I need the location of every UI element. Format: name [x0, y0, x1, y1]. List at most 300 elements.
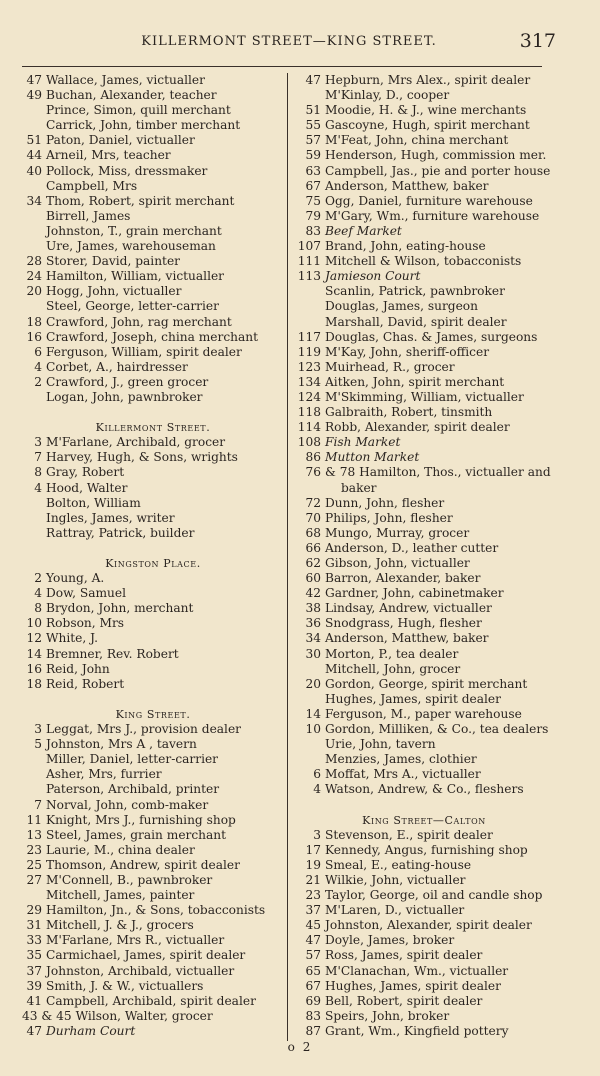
entry-text: Mitchell & Wilson, tobacconists	[325, 254, 522, 269]
directory-entry	[22, 118, 284, 133]
house-number: 33	[26, 933, 42, 948]
house-number	[22, 239, 42, 254]
entry-text: Brand, John, eating-house	[325, 239, 486, 254]
entry-text: Durham Court	[46, 1023, 136, 1038]
entry-text: Norval, John, comb-maker	[46, 797, 209, 812]
directory-entry	[293, 330, 555, 345]
house-number: 47	[305, 73, 321, 87]
house-number	[22, 782, 42, 797]
house-number: 63	[305, 163, 321, 178]
directory-entry	[22, 481, 284, 496]
house-number: 20	[305, 676, 321, 691]
entry-text: Robb, Alexander, spirit dealer	[325, 420, 510, 435]
directory-entry	[293, 722, 555, 737]
directory-entry	[293, 541, 555, 556]
house-number: 2	[34, 571, 42, 586]
directory-entry	[293, 571, 555, 586]
directory-entry	[293, 375, 555, 390]
house-number	[293, 692, 321, 707]
directory-entry	[22, 224, 284, 239]
entry-text: Reid, John	[46, 661, 110, 676]
entry-text: Ferguson, M., paper warehouse	[325, 706, 522, 721]
entry-text: Ingles, James, writer	[46, 510, 175, 525]
entry-text: Galbraith, Robert, tinsmith	[325, 405, 493, 420]
directory-entry	[22, 616, 284, 631]
directory-entry	[293, 964, 555, 979]
spacer	[22, 541, 284, 556]
directory-entry	[293, 903, 555, 918]
house-number: 4	[34, 586, 42, 601]
column-divider	[287, 73, 288, 1041]
directory-entry	[293, 511, 555, 526]
directory-entry	[293, 148, 555, 163]
directory-entry	[293, 767, 555, 782]
header-rule	[22, 66, 542, 67]
directory-entry	[293, 586, 555, 601]
house-number: 60	[305, 571, 321, 586]
directory-entry	[293, 1024, 555, 1039]
house-number: 3	[34, 722, 42, 737]
house-number: 14	[26, 646, 42, 661]
entry-text: Pollock, Miss, dressmaker	[46, 163, 208, 178]
house-number	[22, 511, 42, 526]
directory-entry	[293, 556, 555, 571]
entry-text: Bremner, Rev. Robert	[46, 646, 179, 661]
house-number: 68	[305, 525, 321, 540]
house-number	[22, 526, 42, 541]
directory-entry	[293, 616, 555, 631]
directory-entry	[22, 526, 284, 541]
signature-mark: o 2	[287, 1040, 313, 1054]
house-number: 108	[297, 435, 321, 450]
house-number: 31	[26, 918, 42, 933]
house-number: 76	[305, 465, 321, 480]
entry-text: Philips, John, flesher	[325, 510, 453, 525]
entry-text: Paton, Daniel, victualler	[46, 133, 195, 148]
house-number: 79	[305, 208, 321, 223]
house-number: 4	[313, 782, 321, 797]
entry-text: Wallace, James, victualler	[46, 73, 205, 87]
entry-text: Moffat, Mrs A., victualler	[325, 767, 481, 782]
directory-entry	[293, 450, 555, 465]
directory-entry	[22, 1009, 284, 1024]
house-number: 113	[297, 269, 321, 284]
directory-entry	[293, 496, 555, 511]
directory-entry	[293, 284, 555, 299]
directory-entry	[293, 1009, 555, 1024]
directory-entry	[293, 601, 555, 616]
house-number: 4	[34, 359, 42, 374]
entry-text: Johnston, T., grain merchant	[46, 223, 222, 238]
directory-entry	[293, 526, 555, 541]
entry-text: Johnston, Archibald, victualler	[46, 963, 235, 978]
directory-entry	[293, 888, 555, 903]
directory-entry	[22, 179, 284, 194]
house-number: 24	[26, 269, 42, 284]
directory-entry	[22, 284, 284, 299]
house-number: 8	[34, 465, 42, 480]
street-heading: Kingston Place.	[105, 557, 201, 570]
house-number: 38	[305, 601, 321, 616]
house-number: 41	[26, 993, 42, 1008]
house-number: 51	[26, 133, 42, 148]
house-number: 67	[305, 178, 321, 193]
entry-text: M'Skimming, William, victualler	[325, 389, 524, 404]
directory-entry	[293, 828, 555, 843]
directory-entry	[22, 511, 284, 526]
entry-text: M'Kay, John, sheriff-officer	[325, 344, 490, 359]
entry-text: M'Gary, Wm., furniture warehouse	[325, 208, 540, 223]
entry-text: Hughes, James, spirit dealer	[325, 978, 501, 993]
street-heading: Killermont Street.	[95, 421, 211, 435]
entry-text: Barron, Alexander, baker	[325, 571, 481, 586]
entry-text: Hamilton, William, victualler	[46, 269, 225, 284]
directory-entry	[22, 752, 284, 767]
house-number	[22, 179, 42, 194]
house-number: 29	[26, 903, 42, 918]
entry-text: Ross, James, spirit dealer	[325, 948, 483, 963]
directory-entry	[22, 948, 284, 963]
directory-entry	[293, 843, 555, 858]
directory-entry	[293, 677, 555, 692]
house-number: 72	[305, 495, 321, 510]
directory-entry	[22, 390, 284, 405]
street-heading: King Street.	[115, 707, 191, 721]
entry-text: Fish Market	[325, 435, 401, 450]
entry-text: Marshall, David, spirit dealer	[325, 314, 507, 329]
entry-text: Steel, James, grain merchant	[46, 827, 227, 842]
directory-entry	[22, 345, 284, 360]
house-number: 5	[34, 737, 42, 752]
directory-entry	[22, 843, 284, 858]
house-number: 111	[297, 254, 321, 269]
directory-entry	[22, 631, 284, 646]
house-number: 34	[305, 631, 321, 646]
entry-text: Steel, George, letter-carrier	[46, 299, 219, 314]
directory-entry	[22, 88, 284, 103]
directory-entry	[293, 933, 555, 948]
entry-text: Miller, Daniel, letter-carrier	[46, 752, 219, 767]
entry-text: Carrick, John, timber merchant	[46, 118, 241, 133]
house-number: 2	[34, 374, 42, 389]
directory-entry	[22, 209, 284, 224]
entry-text: Campbell, Archibald, spirit dealer	[46, 993, 256, 1008]
house-number: 28	[26, 254, 42, 269]
house-number: 42	[305, 586, 321, 601]
entry-text: Crawford, J., green grocer	[46, 374, 209, 389]
directory-entry	[293, 631, 555, 646]
house-number: 12	[26, 631, 42, 646]
directory-entry	[293, 692, 555, 707]
entry-text: Mitchell, John, grocer	[325, 661, 461, 676]
directory-entry	[293, 979, 555, 994]
entry-text: Knight, Mrs J., furnishing shop	[46, 812, 236, 827]
house-number: 44	[26, 148, 42, 163]
entry-text: Bolton, William	[46, 495, 141, 510]
directory-entry	[293, 782, 555, 797]
house-number: 39	[26, 978, 42, 993]
house-number	[22, 224, 42, 239]
directory-entry	[293, 873, 555, 888]
entry-text: Paterson, Archibald, printer	[46, 782, 220, 797]
entry-text: Aitken, John, spirit merchant	[325, 374, 505, 389]
directory-entry	[22, 299, 284, 314]
directory-entry	[293, 315, 555, 330]
entry-text: Hughes, James, spirit dealer	[325, 691, 501, 706]
house-number: 4	[34, 480, 42, 495]
directory-entry	[293, 994, 555, 1009]
entry-text: Hamilton, Jn., & Sons, tobacconists	[46, 903, 266, 918]
entry-text: Asher, Mrs, furrier	[46, 767, 162, 782]
house-number: 49	[26, 88, 42, 103]
house-number: 123	[297, 359, 321, 374]
directory-entry	[293, 209, 555, 224]
directory-entry	[22, 73, 284, 88]
house-number: 117	[297, 329, 321, 344]
house-number: 107	[297, 239, 321, 254]
entry-text: White, J.	[46, 631, 98, 646]
directory-entry	[22, 994, 284, 1009]
entry-text: Urie, John, tavern	[325, 737, 436, 752]
directory-entry	[22, 435, 284, 450]
entry-text: Hepburn, Mrs Alex., spirit dealer	[325, 73, 531, 87]
house-number: 34	[26, 193, 42, 208]
house-number	[293, 737, 321, 752]
entry-text: Ogg, Daniel, furniture warehouse	[325, 193, 533, 208]
entry-text: M'Farlane, Mrs R., victualler	[46, 933, 225, 948]
entry-text: Speirs, John, broker	[325, 1008, 450, 1023]
directory-entry	[293, 752, 555, 767]
entry-text: Dunn, John, flesher	[325, 495, 445, 510]
directory-entry	[22, 888, 284, 903]
directory-entry	[22, 239, 284, 254]
house-number	[22, 767, 42, 782]
house-number: 16	[26, 661, 42, 676]
entry-text: baker	[341, 480, 377, 495]
directory-entry	[293, 239, 555, 254]
directory-entry	[293, 481, 555, 496]
entry-text: Buchan, Alexander, teacher	[46, 88, 217, 103]
directory-entry	[22, 767, 284, 782]
directory-entry	[22, 586, 284, 601]
directory-entry	[22, 918, 284, 933]
house-number: 6	[34, 344, 42, 359]
entry-text: Ure, James, warehouseman	[46, 239, 216, 254]
entry-text: Smith, J. & W., victuallers	[46, 978, 204, 993]
house-number: 20	[26, 284, 42, 299]
entry-text: M'Clanachan, Wm., victualler	[325, 963, 509, 978]
directory-entry	[22, 571, 284, 586]
entry-text: Moodie, H. & J., wine merchants	[325, 103, 527, 118]
house-number: 55	[305, 118, 321, 133]
directory-entry	[293, 224, 555, 239]
house-number: 118	[297, 405, 321, 420]
entry-text: Thom, Robert, spirit merchant	[46, 193, 235, 208]
directory-entry	[22, 873, 284, 888]
directory-entry	[293, 194, 555, 209]
house-number: 7	[34, 797, 42, 812]
house-number	[22, 752, 42, 767]
entry-text: Robson, Mrs	[46, 616, 125, 631]
directory-entry	[22, 979, 284, 994]
directory-entry	[22, 194, 284, 209]
entry-text: Crawford, John, rag merchant	[46, 314, 232, 329]
directory-entry	[293, 737, 555, 752]
house-number: 62	[305, 556, 321, 570]
entry-text: Gray, Robert	[46, 465, 125, 480]
house-number: 83	[305, 223, 321, 238]
spacer	[22, 405, 284, 420]
entry-text: Stevenson, E., spirit dealer	[325, 827, 493, 842]
directory-entry	[22, 450, 284, 465]
house-number: 35	[26, 948, 42, 963]
directory-entry	[293, 918, 555, 933]
house-number: 30	[305, 646, 321, 661]
house-number: 18	[26, 676, 42, 691]
directory-entry	[22, 813, 284, 828]
entry-text: Johnston, Alexander, spirit dealer	[325, 918, 532, 933]
directory-entry	[293, 435, 555, 450]
house-number: 21	[305, 872, 321, 887]
directory-entry	[22, 782, 284, 797]
entry-text: Storer, David, painter	[46, 254, 180, 269]
left-column	[22, 73, 284, 1039]
entry-text: Wilkie, John, victualler	[325, 872, 466, 887]
entry-text: Anderson, Matthew, baker	[325, 178, 489, 193]
directory-entry	[293, 88, 555, 103]
directory-entry	[22, 722, 284, 737]
entry-text: Lindsay, Andrew, victualler	[325, 601, 492, 616]
house-number: 37	[26, 963, 42, 978]
directory-entry	[293, 118, 555, 133]
house-number: 13	[26, 827, 42, 842]
entry-text: Henderson, Hugh, commission mer.	[325, 148, 547, 163]
house-number: 23	[26, 842, 42, 857]
house-number: 75	[305, 193, 321, 208]
directory-entry	[293, 647, 555, 662]
house-number: 17	[305, 842, 321, 857]
directory-entry	[293, 254, 555, 269]
directory-entry	[293, 73, 555, 88]
entry-text: Mungo, Murray, grocer	[325, 525, 470, 540]
house-number: 57	[305, 948, 321, 963]
house-number	[293, 88, 321, 103]
entry-text: Arneil, Mrs, teacher	[46, 148, 171, 163]
entry-text: Gordon, George, spirit merchant	[325, 676, 528, 691]
entry-text: Mitchell, James, painter	[46, 888, 195, 903]
house-number	[22, 299, 42, 314]
entry-text: Doyle, James, broker	[325, 933, 455, 948]
directory-entry	[22, 1024, 284, 1039]
entry-text: Prince, Simon, quill merchant	[46, 103, 231, 118]
directory-entry	[22, 647, 284, 662]
house-number	[293, 481, 321, 496]
entry-text: M'Connell, B., pawnbroker	[46, 872, 213, 887]
entry-text: Anderson, Matthew, baker	[325, 631, 489, 646]
house-number: 43 & 45	[22, 1008, 72, 1023]
entry-text: Mutton Market	[325, 450, 420, 465]
house-number	[293, 315, 321, 330]
house-number: 36	[305, 616, 321, 631]
house-number	[293, 284, 321, 299]
entry-text: Gardner, John, cabinetmaker	[325, 586, 504, 601]
house-number: 11	[26, 812, 42, 827]
directory-entry	[22, 737, 284, 752]
directory-entry	[293, 345, 555, 360]
spacer	[293, 798, 555, 813]
directory-entry	[293, 948, 555, 963]
entry-text: Hood, Walter	[46, 480, 128, 495]
entry-text: Ferguson, William, spirit dealer	[46, 344, 242, 359]
directory-entry	[22, 677, 284, 692]
entry-text: Crawford, Joseph, china merchant	[46, 329, 259, 344]
entry-text: Campbell, Jas., pie and porter house	[325, 163, 551, 178]
entry-text: M'Kinlay, D., cooper	[325, 88, 450, 103]
page-number: 317	[519, 30, 556, 52]
house-number	[293, 752, 321, 767]
house-number: 23	[305, 888, 321, 903]
right-column	[293, 73, 555, 1039]
entry-text: M'Feat, John, china merchant	[325, 133, 509, 148]
directory-entry	[22, 360, 284, 375]
house-number: 57	[305, 133, 321, 148]
house-number: 134	[297, 374, 321, 389]
directory-entry	[293, 103, 555, 118]
entry-text: Anderson, D., leather cutter	[325, 540, 499, 555]
running-title: KILLERMONT STREET—KING STREET.	[141, 34, 437, 49]
directory-entry	[22, 798, 284, 813]
house-number: 47	[305, 933, 321, 948]
house-number: 66	[305, 540, 321, 555]
directory-entry	[293, 420, 555, 435]
entry-text: Smeal, E., eating-house	[325, 857, 472, 872]
directory-entry	[22, 933, 284, 948]
house-number: 25	[26, 857, 42, 872]
house-number: 6	[313, 767, 321, 782]
directory-entry	[22, 828, 284, 843]
entry-text: Douglas, Chas. & James, surgeons	[325, 329, 538, 344]
entry-text: Brydon, John, merchant	[46, 601, 194, 616]
house-number: 3	[313, 827, 321, 842]
directory-entry	[22, 254, 284, 269]
entry-text: Logan, John, pawnbroker	[46, 389, 203, 404]
house-number: 47	[26, 73, 42, 87]
entry-text: Birrell, James	[46, 208, 131, 223]
entry-text: Thomson, Andrew, spirit dealer	[46, 857, 240, 872]
house-number: 27	[26, 872, 42, 887]
entry-text: M'Laren, D., victualler	[325, 903, 465, 918]
house-number: 59	[305, 148, 321, 163]
entry-text: Harvey, Hugh, & Sons, wrights	[46, 450, 238, 465]
entry-text: Snodgrass, Hugh, flesher	[325, 616, 482, 631]
directory-entry	[22, 164, 284, 179]
entry-text: Laurie, M., china dealer	[46, 842, 195, 857]
directory-entry	[22, 903, 284, 918]
house-number: 69	[305, 993, 321, 1008]
page-header	[22, 30, 556, 56]
directory-entry	[22, 148, 284, 163]
house-number: 70	[305, 510, 321, 525]
entry-text: Beef Market	[325, 223, 402, 238]
directory-entry	[22, 315, 284, 330]
entry-text: Jamieson Court	[325, 269, 421, 284]
directory-entry	[293, 360, 555, 375]
directory-entry	[293, 390, 555, 405]
entry-text: Gibson, John, victualler	[325, 556, 470, 570]
directory-entry	[293, 662, 555, 677]
house-number: 87	[305, 1023, 321, 1038]
directory-entry	[293, 164, 555, 179]
